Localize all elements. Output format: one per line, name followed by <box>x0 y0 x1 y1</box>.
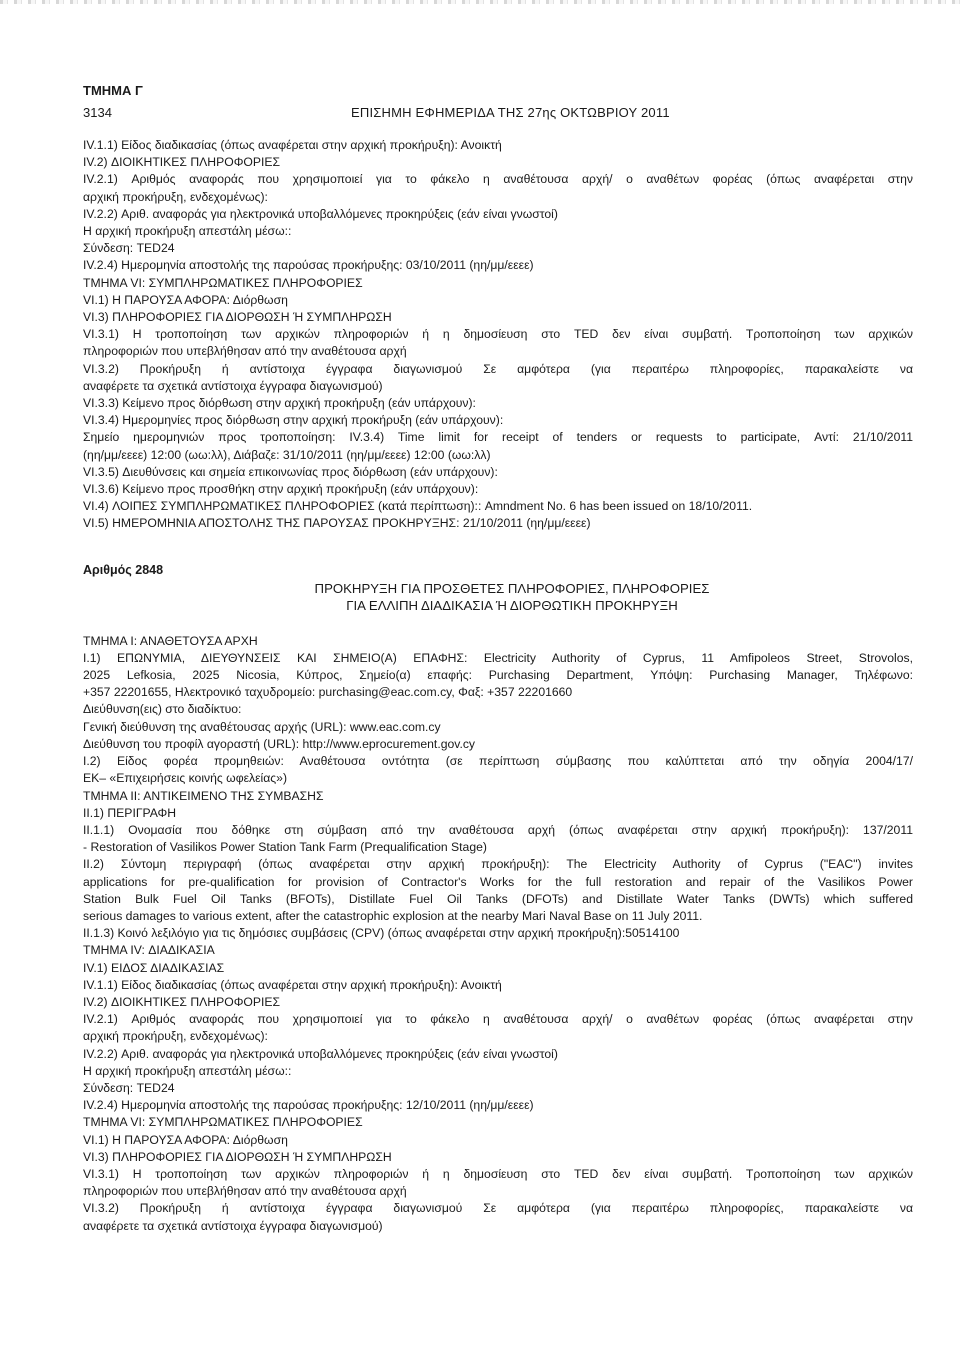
text-line: applications for pre-qualification for provision of Contractor's Works for the full restoration and repair of the Vasilikos Power <box>83 874 913 889</box>
text-line: IV.2.1) Αριθμός αναφοράς που χρησιμοποιεί για το φάκελο η αναθέτουσα αρχή/ ο αναθέτων φορέας (όπως αναφέρεται στην <box>83 172 913 187</box>
text-line: Γενική διεύθυνση της αναθέτουσας αρχής (URL): www.eac.com.cy <box>83 719 441 734</box>
section-tag: ΤΜΗΜΑ Γ <box>83 83 143 98</box>
text-line: II.1.1) Ονομασία που δόθηκε στη σύμβαση από την αναθέτουσα αρχή (όπως αναφέρεται στην αρχική προκήρυξη): 137/2011 <box>83 822 913 837</box>
text-line: (ηη/μμ/εεεε) 12:00 (ωω:λλ), Διάβαζε: 31/10/2011 (ηη/μμ/εεεε) 12:00 (ωω:λλ) <box>83 447 491 462</box>
text-line: πληροφοριών που υπεβλήθησαν από την αναθέτουσα αρχή <box>83 1184 407 1199</box>
gazette-page <box>83 83 913 1235</box>
text-line: II.1.3) Κοινό λεξιλόγιο για τις δημόσιες συμβάσεις (CPV) (όπως αναφέρεται στην αρχική προκήρυξη):50514100 <box>83 926 680 941</box>
notice-title-line-1: ΠΡΟΚΗΡΥΞΗ ΓΙΑ ΠΡΟΣΘΕΤΕΣ ΠΛΗΡΟΦΟΡΙΕΣ, ΠΛΗΡΟΦΟΡΙΕΣ <box>314 580 710 596</box>
text-line: VI.3.3) Κείμενο προς διόρθωση στην αρχική προκήρυξη (εάν υπάρχουν): <box>83 396 476 411</box>
text-line: IV.2.2) Αριθ. αναφοράς για ηλεκτρονικά υποβαλλόμενες προκηρύξεις (εάν είναι γνωστοί) <box>83 1046 558 1061</box>
text-line: VI.1) Η ΠΑΡΟΥΣΑ ΑΦΟΡΑ: Διόρθωση <box>83 292 288 307</box>
text-line: ΕΚ– «Επιχειρήσεις κοινής ωφελείας») <box>83 771 288 786</box>
text-line: VI.5) ΗΜΕΡΟΜΗΝΙΑ ΑΠΟΣΤΟΛΗΣ ΤΗΣ ΠΑΡΟΥΣΑΣ ΠΡΟΚΗΡΥΞΗΣ: 21/10/2011 (ηη/μμ/εεεε) <box>83 516 591 531</box>
page-number: 3134 <box>83 105 112 120</box>
running-title: ΕΠΙΣΗΜΗ ΕΦΗΜΕΡΙΔΑ ΤΗΣ 27ης ΟΚΤΩΒΡΙΟΥ 2011 <box>351 105 670 120</box>
text-line: 2025 Lefkosia, 2025 Nicosia, Κύπρος, Σημείο(α) επαφής: Purchasing Department, Υπόψη: Purchasing Manager, Τηλέφωνο: <box>83 668 913 683</box>
text-line: VI.3) ΠΛΗΡΟΦΟΡΙΕΣ ΓΙΑ ΔΙΟΡΘΩΣΗ Ή ΣΥΜΠΛΗΡΩΣΗ <box>83 1149 392 1164</box>
scan-top-edge <box>0 0 960 4</box>
text-line: Διεύθυνση(εις) στο διαδίκτυο: <box>83 702 242 717</box>
text-line: I.1) ΕΠΩΝΥΜΙΑ, ΔΙΕΥΘΥΝΣΕΙΣ ΚΑΙ ΣΗΜΕΙΟ(Α) ΕΠΑΦΗΣ: Electricity Authority of Cyprus, 11 Amfipoleos Street, Strovolos, <box>83 650 913 665</box>
text-line: VI.3.6) Κείμενο προς προσθήκη στην αρχική προκήρυξη (εάν υπάρχουν): <box>83 482 479 497</box>
text-line: IV.1.1) Είδος διαδικασίας (όπως αναφέρεται στην αρχική προκήρυξη): Ανοικτή <box>83 977 502 992</box>
text-line: IV.1.1) Είδος διαδικασίας (όπως αναφέρεται στην αρχική προκήρυξη): Ανοικτή <box>83 138 502 152</box>
text-line: IV.2) ΔΙΟΙΚΗΤΙΚΕΣ ΠΛΗΡΟΦΟΡΙΕΣ <box>83 155 281 170</box>
text-line: IV.2.4) Ημερομηνία αποστολής της παρούσας προκήρυξης: 03/10/2011 (ηη/μμ/εεεε) <box>83 258 534 273</box>
text-line: VI.3.5) Διευθύνσεις και σημεία επικοινωνίας προς διόρθωση (εάν υπάρχουν): <box>83 464 498 479</box>
text-line: IV.2.1) Αριθμός αναφοράς που χρησιμοποιεί για το φάκελο η αναθέτουσα αρχή/ ο αναθέτων φορέας (όπως αναφέρεται στην <box>83 1012 913 1027</box>
text-line: ΤΜΗΜΑ Ι: ΑΝΑΘΕΤΟΥΣΑ ΑΡΧΗ <box>83 633 258 648</box>
text-line: πληροφοριών που υπεβλήθησαν από την αναθέτουσα αρχή <box>83 344 407 359</box>
page-header <box>83 83 913 126</box>
notice-number: Αριθμός 2848 <box>83 562 164 577</box>
notice-2848 <box>83 563 913 1235</box>
text-line: serious damages to various extent, after the catastrophic explosion at the nearby Mari Naval Base on 11 July 2011. <box>83 908 703 923</box>
text-line: - Restoration of Vasilikos Power Station Tank Farm (Prequalification Stage) <box>83 840 487 855</box>
text-line: αρχική προκήρυξη, ενδεχομένως): <box>83 189 268 204</box>
text-line: Σύνδεση: TED24 <box>83 1080 175 1095</box>
text-line: Διεύθυνση του προφίλ αγοραστή (URL): http://www.eprocurement.gov.cy <box>83 736 476 751</box>
previous-notice-body <box>83 137 913 533</box>
text-line: I.2) Είδος φορέα προμηθειών: Αναθέτουσα οντότητα (σε περίπτωση σύμβασης που καλύπτεται από την οδηγία 2004/17/ <box>83 754 913 769</box>
text-line: ΤΜΗΜΑ ΙΙ: ΑΝΤΙΚΕΙΜΕΝΟ ΤΗΣ ΣΥΜΒΑΣΗΣ <box>83 788 324 803</box>
notice-title-line-2: ΓΙΑ ΕΛΛΙΠΗ ΔΙΑΔΙΚΑΣΙΑ Ή ΔΙΟΡΘΩΤΙΚΗ ΠΡΟΚΗΡΥΞΗ <box>346 598 678 614</box>
text-line: αναφέρετε τα σχετικά αντίστοιχα έγγραφα διαγωνισμού) <box>83 378 383 393</box>
notice-body <box>83 633 913 1235</box>
text-line: IV.1) ΕΙΔΟΣ ΔΙΑΔΙΚΑΣΙΑΣ <box>83 960 225 975</box>
text-line: Η αρχική προκήρυξη απεστάλη μέσω:: <box>83 1063 292 1078</box>
text-line: IV.2) ΔΙΟΙΚΗΤΙΚΕΣ ΠΛΗΡΟΦΟΡΙΕΣ <box>83 994 281 1009</box>
text-line: II.2) Σύντομη περιγραφή (όπως αναφέρεται στην αρχική προκήρυξη): The Electricity Authority of Cyprus ("EAC") invites <box>83 857 913 872</box>
text-line: Σύνδεση: TED24 <box>83 241 175 256</box>
text-line: VI.3.1) Η τροποποίηση των αρχικών πληροφοριών ή η δημοσίευση στο TED δεν είναι συμβατή. Τροποποίηση των αρχικών <box>83 327 913 342</box>
text-line: αναφέρετε τα σχετικά αντίστοιχα έγγραφα διαγωνισμού) <box>83 1218 383 1233</box>
text-line: Η αρχική προκήρυξη απεστάλη μέσω:: <box>83 224 292 239</box>
text-line: VI.3.4) Ημερομηνίες προς διόρθωση στην αρχική προκήρυξη (εάν υπάρχουν): <box>83 413 504 428</box>
text-line: ΤΜΗΜΑ VI: ΣΥΜΠΛΗΡΩΜΑΤΙΚΕΣ ΠΛΗΡΟΦΟΡΙΕΣ <box>83 275 363 290</box>
text-line: αρχική προκήρυξη, ενδεχομένως): <box>83 1029 268 1044</box>
text-line: II.1) ΠΕΡΙΓΡΑΦΗ <box>83 805 177 820</box>
text-line: Σημείο ημερομηνιών προς τροποποίηση: IV.3.4) Time limit for receipt of tenders or requests to participate, Αντί: 21/10/2011 <box>83 430 913 445</box>
text-line: Station Bulk Fuel Oil Tanks (BFOTs), Distillate Fuel Oil Tanks (DFOTs) and Distillate Water Tanks (DWTs) which suffered <box>83 891 913 906</box>
text-line: VI.3.2) Προκήρυξη ή αντίστοιχα έγγραφα διαγωνισμού Σε αμφότερα (για περαιτέρω πληροφορίες, παρακαλείστε να <box>83 361 913 376</box>
text-line: ΤΜΗΜΑ IV: ΔΙΑΔΙΚΑΣΙΑ <box>83 943 215 958</box>
text-line: VI.3) ΠΛΗΡΟΦΟΡΙΕΣ ΓΙΑ ΔΙΟΡΘΩΣΗ Ή ΣΥΜΠΛΗΡΩΣΗ <box>83 310 392 325</box>
text-line: +357 22201655, Ηλεκτρονικό ταχυδρομείο: purchasing@eac.com.cy, Φαξ: +357 22201660 <box>83 685 573 700</box>
text-line: IV.2.4) Ημερομηνία αποστολής της παρούσας προκήρυξης: 12/10/2011 (ηη/μμ/εεεε) <box>83 1098 534 1113</box>
text-line: VI.3.1) Η τροποποίηση των αρχικών πληροφοριών ή η δημοσίευση στο TED δεν είναι συμβατή. Τροποποίηση των αρχικών <box>83 1166 913 1181</box>
text-line: VI.1) Η ΠΑΡΟΥΣΑ ΑΦΟΡΑ: Διόρθωση <box>83 1132 288 1147</box>
text-line: IV.2.2) Αριθ. αναφοράς για ηλεκτρονικά υποβαλλόμενες προκηρύξεις (εάν είναι γνωστοί) <box>83 206 558 221</box>
text-line: ΤΜΗΜΑ VI: ΣΥΜΠΛΗΡΩΜΑΤΙΚΕΣ ΠΛΗΡΟΦΟΡΙΕΣ <box>83 1115 363 1130</box>
text-line: VI.4) ΛΟΙΠΕΣ ΣΥΜΠΛΗΡΩΜΑΤΙΚΕΣ ΠΛΗΡΟΦΟΡΙΕΣ (κατά περίπτωση):: Amndment No. 6 has been issued on 18/10/2011. <box>83 499 753 514</box>
text-line: VI.3.2) Προκήρυξη ή αντίστοιχα έγγραφα διαγωνισμού Σε αμφότερα (για περαιτέρω πληροφορίες, παρακαλείστε να <box>83 1201 913 1216</box>
